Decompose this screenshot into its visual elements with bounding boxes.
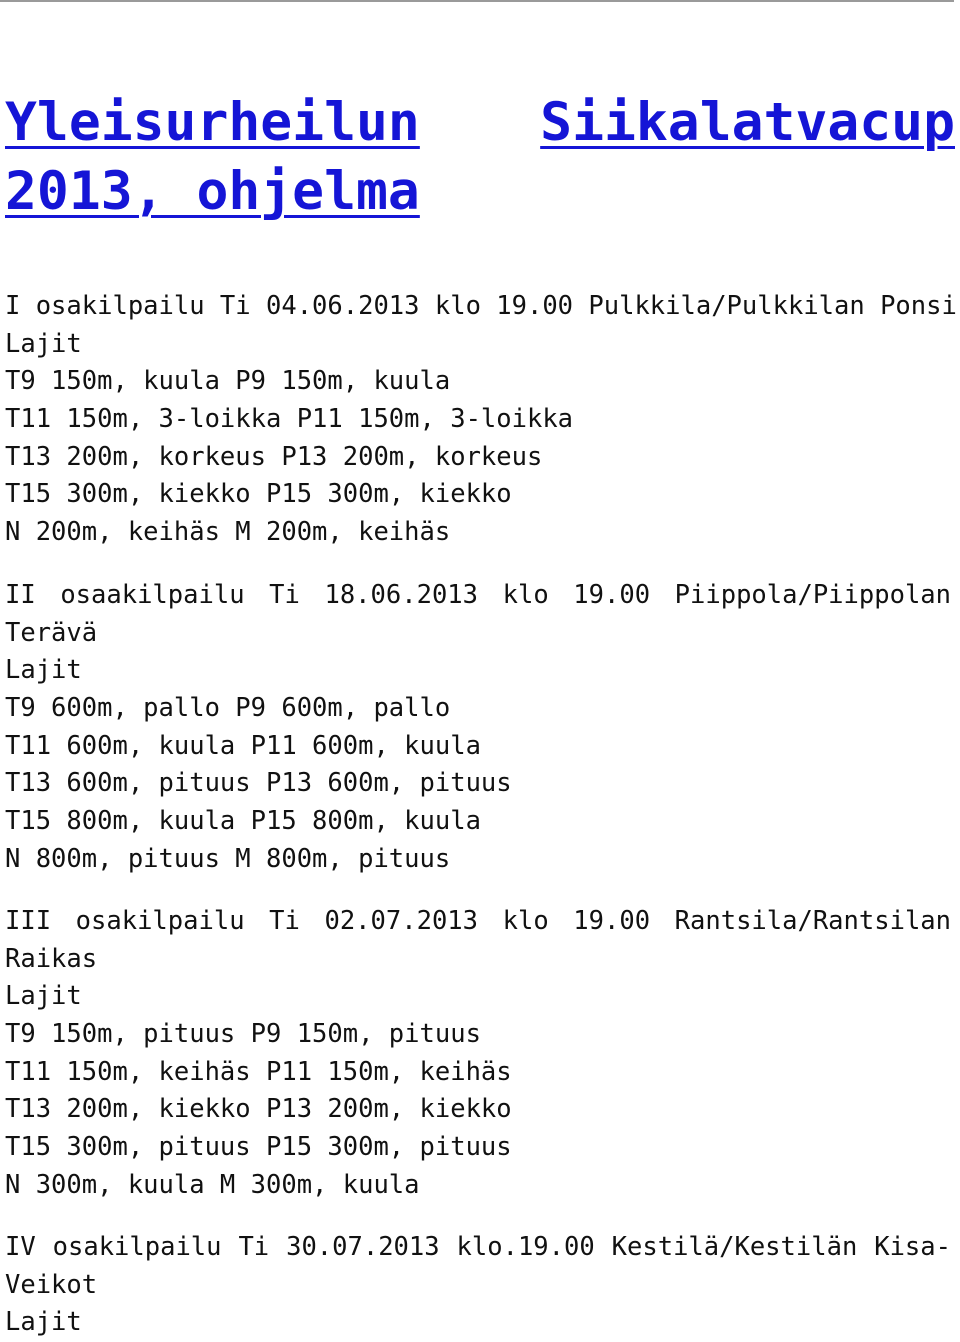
- section-4-header-wrap: Veikot: [5, 1269, 98, 1300]
- section-3-lajit: Lajit: [5, 981, 82, 1012]
- section-2-header-wrap: Terävä: [5, 617, 98, 648]
- section-1-event: N 200m, keihäs M 200m, keihäs: [5, 517, 451, 548]
- section-3-event: T13 200m, kiekko P13 200m, kiekko: [5, 1094, 512, 1125]
- top-rule: [0, 0, 954, 2]
- title-word-2[interactable]: Siikalatvacup: [540, 92, 955, 153]
- title-line-2-text[interactable]: 2013, ohjelma: [5, 161, 420, 222]
- section-1-lajit: Lajit: [5, 328, 82, 359]
- section-2-event: T11 600m, kuula P11 600m, kuula: [5, 730, 481, 761]
- title-line-2: [5, 157, 955, 226]
- section-3-event: T9 150m, pituus P9 150m, pituus: [5, 1019, 481, 1050]
- section-1-event: T9 150m, kuula P9 150m, kuula: [5, 366, 451, 397]
- section-3-event: T11 150m, keihäs P11 150m, keihäs: [5, 1056, 512, 1087]
- section-4: [5, 1229, 955, 1342]
- title-line-1: [5, 88, 955, 157]
- section-3: [5, 903, 955, 1205]
- section-2-header: II osaakilpailu Ti 18.06.2013 klo 19.00 Piippola/Piippolan: [5, 580, 951, 610]
- section-1-event: T13 200m, korkeus P13 200m, korkeus: [5, 441, 543, 472]
- section-2-event: N 800m, pituus M 800m, pituus: [5, 843, 451, 874]
- section-3-event: N 300m, kuula M 300m, kuula: [5, 1169, 420, 1200]
- section-2-event: T9 600m, pallo P9 600m, pallo: [5, 693, 451, 724]
- section-2-event: T15 800m, kuula P15 800m, kuula: [5, 806, 481, 837]
- section-2-lajit: Lajit: [5, 655, 82, 686]
- section-3-header-wrap: Raikas: [5, 943, 98, 974]
- page-title[interactable]: [5, 88, 955, 226]
- section-3-event: T15 300m, pituus P15 300m, pituus: [5, 1132, 512, 1163]
- section-4-lajit: Lajit: [5, 1307, 82, 1338]
- section-3-header: III osakilpailu Ti 02.07.2013 klo 19.00 Rantsila/Rantsilan: [5, 906, 951, 936]
- section-4-header: IV osakilpailu Ti 30.07.2013 klo.19.00 Kestilä/Kestilän Kisa-: [5, 1232, 951, 1262]
- section-2: [5, 577, 955, 879]
- section-2-event: T13 600m, pituus P13 600m, pituus: [5, 768, 512, 799]
- section-1-event: T11 150m, 3-loikka P11 150m, 3-loikka: [5, 404, 574, 435]
- section-1: [5, 288, 955, 552]
- title-word-1[interactable]: Yleisurheilun: [5, 92, 420, 153]
- section-1-header: I osakilpailu Ti 04.06.2013 klo 19.00 Pulkkila/Pulkkilan Ponsi: [5, 291, 957, 321]
- section-1-event: T15 300m, kiekko P15 300m, kiekko: [5, 479, 512, 510]
